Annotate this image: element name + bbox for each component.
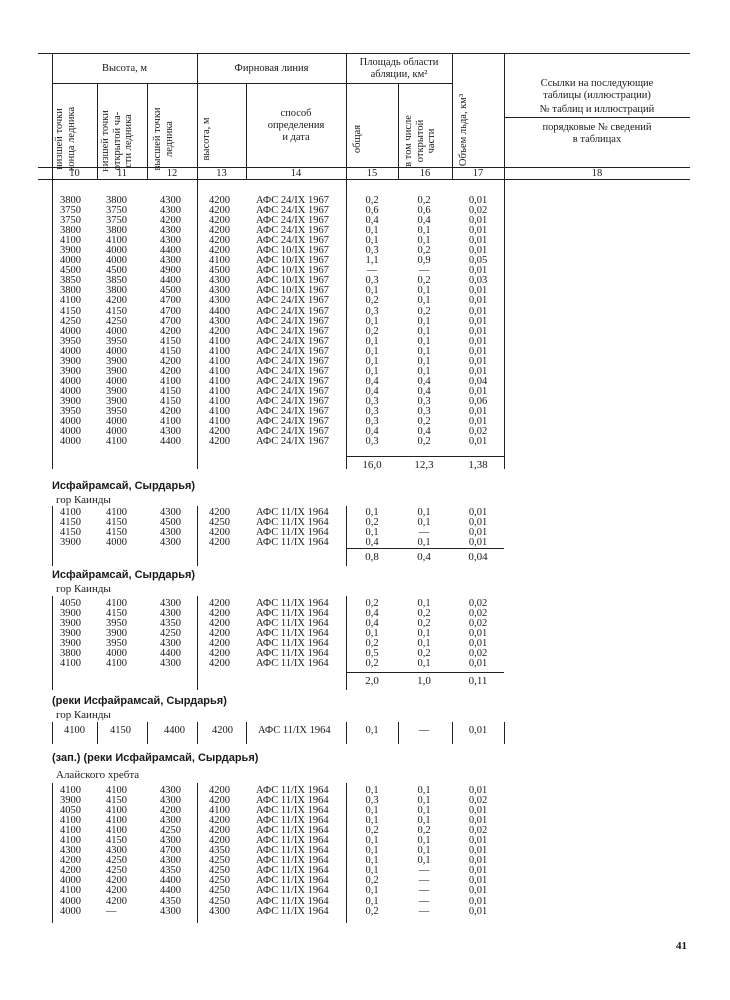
s3-col14: АФС 11/IX 1964 АФС 11/IX 1964 АФС 11/IX 1964 АФС 11/IX 1964 АФС 11/IX 1964 АФС 11/IX 1964 АФС 11/IX 1964 xyxy=(256,598,329,670)
body3-vline-c xyxy=(346,596,347,690)
s3-col12: 4300 4300 4350 4250 4300 4400 4300 xyxy=(160,598,181,670)
body3-vline-b xyxy=(197,596,198,690)
s4-col10: 4100 xyxy=(64,725,85,736)
s3-total-17: 0,11 xyxy=(468,675,488,687)
s1-col12: 4300 4300 4200 4300 4300 4400 4300 4900 4400 4500 4700 4700 4700 4200 4150 4150 4200 4200 4100 4150 4150 4200 4100 4300 4400 xyxy=(160,195,181,448)
s5-col13: 4200 4200 4100 4200 4200 4200 4350 4250 4250 4250 4250 4250 4300 xyxy=(209,785,230,917)
col14-header: способ определения и дата xyxy=(267,108,325,143)
vline-16-17 xyxy=(452,53,453,179)
s4-col12: 4400 xyxy=(164,725,185,736)
colnum-12: 12 xyxy=(166,168,178,179)
s2-col17: 0,01 0,01 0,01 0,01 xyxy=(468,507,488,549)
firn-group-header: Фирновая линия xyxy=(234,63,309,74)
s3-col11: 4100 4150 3950 3900 3950 4000 4100 xyxy=(106,598,127,670)
section-2-subtitle: гор Каинды xyxy=(56,494,111,506)
section-3-title: Исфайрамсай, Сырдарья) xyxy=(52,569,196,581)
s1-col10: 3800 3750 3750 3800 4100 3900 4000 4500 3850 3800 4100 4150 4250 4000 3950 4000 3900 3900 4000 4000 3900 3950 4000 4000 4000 xyxy=(60,195,81,448)
total-rule-3 xyxy=(346,672,504,673)
s5-col15: 0,1 0,3 0,1 0,1 0,2 0,1 0,1 0,1 0,1 0,2 0,1 0,1 0,2 xyxy=(365,785,379,917)
refs-header-top: Ссылки на последующие таблицы (иллюстрации) xyxy=(540,78,654,101)
body2-vline-c xyxy=(346,506,347,566)
vline-17-18 xyxy=(504,53,505,179)
col16-header: в том числе открытой части xyxy=(403,115,437,167)
body2-vline-b xyxy=(197,506,198,566)
ablation-group-header: Площадь области абляции, км² xyxy=(359,57,439,80)
s2-total-16: 0,4 xyxy=(417,551,431,563)
s2-col14: АФС 11/IX 1964 АФС 11/IX 1964 АФС 11/IX 1964 АФС 11/IX 1964 xyxy=(256,507,329,549)
s1-total-15: 16,0 xyxy=(362,459,382,471)
body5-vline-c xyxy=(346,783,347,923)
section-3-subtitle: гор Каинды xyxy=(56,583,111,595)
body2-vline-a xyxy=(52,506,53,566)
s4-col11: 4150 xyxy=(110,725,131,736)
section-4-title: (реки Исфайрамсай, Сырдарья) xyxy=(52,695,227,707)
refs-mid-rule xyxy=(504,117,690,118)
section-2-title: Исфайрамсай, Сырдарья) xyxy=(52,480,196,492)
s2-total-15: 0,8 xyxy=(365,551,379,563)
s5-col11: 4100 4150 4100 4100 4100 4150 4300 4250 4250 4200 4200 4200 — xyxy=(106,785,127,917)
s3-col17: 0,02 0,02 0,02 0,01 0,01 0,02 0,01 xyxy=(468,598,488,670)
section-5-subtitle: Алайского хребта xyxy=(56,769,140,781)
colnum-16: 16 xyxy=(419,168,431,179)
colnum-14: 14 xyxy=(290,168,302,179)
body1-vline-a xyxy=(52,179,53,469)
s4-tick-1 xyxy=(52,722,53,744)
s2-total-17: 0,04 xyxy=(468,551,488,563)
s1-col17: 0,01 0,02 0,01 0,01 0,01 0,01 0,05 0,01 0,03 0,01 0,01 0,01 0,01 0,01 0,01 0,01 0,01 0,01 0,04 0,01 0,06 0,01 0,01 0,02 0,01 xyxy=(468,195,488,448)
colnum-17: 17 xyxy=(472,168,484,179)
total-rule-1 xyxy=(346,456,504,457)
s4-tick-6 xyxy=(346,722,347,744)
colnum-13: 13 xyxy=(216,168,227,179)
s4-tick-7 xyxy=(398,722,399,744)
s2-col11: 4100 4150 4150 4000 xyxy=(106,507,127,549)
body3-vline-a xyxy=(52,596,53,690)
s4-col13: 4200 xyxy=(212,725,233,736)
vline-10-11 xyxy=(97,83,98,179)
s5-col12: 4300 4300 4200 4300 4250 4300 4700 4300 4350 4400 4400 4350 4300 xyxy=(160,785,181,917)
s1-col13: 4200 4200 4200 4200 4200 4200 4100 4500 4300 4300 4300 4400 4300 4200 4100 4100 4100 4100 4100 4100 4100 4100 4100 4200 4200 xyxy=(209,195,230,448)
s1-total-16: 12,3 xyxy=(414,459,434,471)
s5-col16: 0,1 0,1 0,1 0,1 0,2 0,1 0,1 0,1 — — — — — xyxy=(417,785,431,917)
s1-col11: 3800 3750 3750 3800 4100 4000 4000 4500 3850 3800 4200 4150 4250 4000 3950 4000 3900 3900 4000 3900 3900 3950 4000 4000 4100 xyxy=(106,195,127,448)
colnum-15: 15 xyxy=(366,168,378,179)
body5-vline-b xyxy=(197,783,198,923)
col10-header: низшей точки конца ледника xyxy=(54,106,77,172)
refs-header-bottom: порядковые № сведений в таблицах xyxy=(542,122,652,145)
section-5-title: (зап.) (реки Исфайрамсай, Сырдарья) xyxy=(52,752,259,764)
s1-col15: 0,2 0,6 0,4 0,1 0,1 0,3 1,1 — 0,3 0,1 0,2 0,3 0,1 0,2 0,1 0,1 0,1 0,1 0,4 0,4 0,3 0,3 0,3 0,4 0,3 xyxy=(365,195,379,448)
colnum-18: 18 xyxy=(591,168,603,179)
s3-total-16: 1,0 xyxy=(417,675,431,687)
col12-header: высшей точки ледника xyxy=(152,107,175,171)
s3-col10: 4050 3900 3900 3900 3900 3800 4100 xyxy=(60,598,81,670)
table-top-rule xyxy=(38,53,690,54)
s4-tick-2 xyxy=(97,722,98,744)
s4-tick-9 xyxy=(504,722,505,744)
body1-vline-c xyxy=(346,179,347,469)
s5-col17: 0,01 0,02 0,01 0,01 0,02 0,01 0,01 0,01 0,01 0,01 0,01 0,01 0,01 xyxy=(468,785,488,917)
s2-col12: 4300 4500 4300 4300 xyxy=(160,507,181,549)
s3-col16: 0,1 0,2 0,2 0,1 0,1 0,2 0,1 xyxy=(417,598,431,670)
col13-header: высота, м xyxy=(201,117,212,161)
colnum-11: 11 xyxy=(116,168,128,179)
refs-header-mid: № таблиц и иллюстраций xyxy=(539,104,655,115)
s4-col14: АФС 11/IX 1964 xyxy=(258,725,331,736)
s4-tick-5 xyxy=(246,722,247,744)
s3-col13: 4200 4200 4200 4200 4200 4200 4200 xyxy=(209,598,230,670)
s1-col14: АФС 24/IX 1967 АФС 24/IX 1967 АФС 24/IX 1967 АФС 24/IX 1967 АФС 24/IX 1967 АФС 10/IX 1967 АФС 10/IX 1967 АФС 10/IX 1967 АФС 10/IX 1967 АФС 10/IX 1967 АФС 24/IX 1967 АФС 24/IX 1967 АФС 24/IX 1967 АФС 24/IX 1967 АФС 24/IX 1967 АФС 24/IX 1967 АФС 24/IX 1967 АФС 24/IX 1967 АФС 24/IX 1967 АФС 24/IX 1967 АФС 24/IX 1967 АФС 24/IX 1967 АФС 24/IX 1967 АФС 24/IX 1967 АФС 24/IX 1967 xyxy=(256,195,329,448)
s5-col14: АФС 11/IX 1964 АФС 11/IX 1964 АФС 11/IX 1964 АФС 11/IX 1964 АФС 11/IX 1964 АФС 11/IX 1964 АФС 11/IX 1964 АФС 11/IX 1964 АФС 11/IX 1964 АФС 11/IX 1964 АФС 11/IX 1964 АФС 11/IX 1964 АФС 11/IX 1964 xyxy=(256,785,329,917)
s5-col10: 4100 3900 4050 4100 4100 4100 4300 4200 4200 4000 4100 4000 4000 xyxy=(60,785,81,917)
s2-col15: 0,1 0,2 0,1 0,4 xyxy=(365,507,379,549)
s3-col15: 0,2 0,4 0,4 0,1 0,2 0,5 0,2 xyxy=(365,598,379,670)
col11-header: низшей точки открытой ча- сти ледника xyxy=(100,110,134,172)
vline-15-16 xyxy=(398,83,399,179)
s3-total-15: 2,0 xyxy=(365,675,379,687)
section-4-subtitle: гор Каинды xyxy=(56,709,111,721)
s2-col10: 4100 4150 4150 3900 xyxy=(60,507,81,549)
s4-tick-8 xyxy=(452,722,453,744)
s2-col16: 0,1 0,1 — 0,1 xyxy=(417,507,431,549)
page-number: 41 xyxy=(676,940,687,952)
s1-total-17: 1,38 xyxy=(468,459,488,471)
s4-tick-4 xyxy=(197,722,198,744)
vline-11-12 xyxy=(147,83,148,179)
col15-header: общая xyxy=(352,124,363,154)
height-group-header: Высота, м xyxy=(101,63,148,74)
col17-header: Объем льда, км³ xyxy=(458,93,469,167)
s4-col17: 0,01 xyxy=(468,725,488,736)
body1-vline-b xyxy=(197,179,198,469)
body1-vline-d xyxy=(504,179,505,469)
s2-col13: 4200 4250 4200 4200 xyxy=(209,507,230,549)
colnum-10: 10 xyxy=(69,168,80,179)
s4-col16: — xyxy=(418,725,430,736)
s1-col16: 0,2 0,6 0,4 0,1 0,1 0,2 0,9 — 0,2 0,1 0,1 0,2 0,1 0,1 0,1 0,1 0,1 0,1 0,4 0,4 0,3 0,3 0,2 0,4 0,2 xyxy=(417,195,431,448)
body5-vline-a xyxy=(52,783,53,923)
s4-col15: 0,1 xyxy=(365,725,379,736)
s4-tick-3 xyxy=(147,722,148,744)
